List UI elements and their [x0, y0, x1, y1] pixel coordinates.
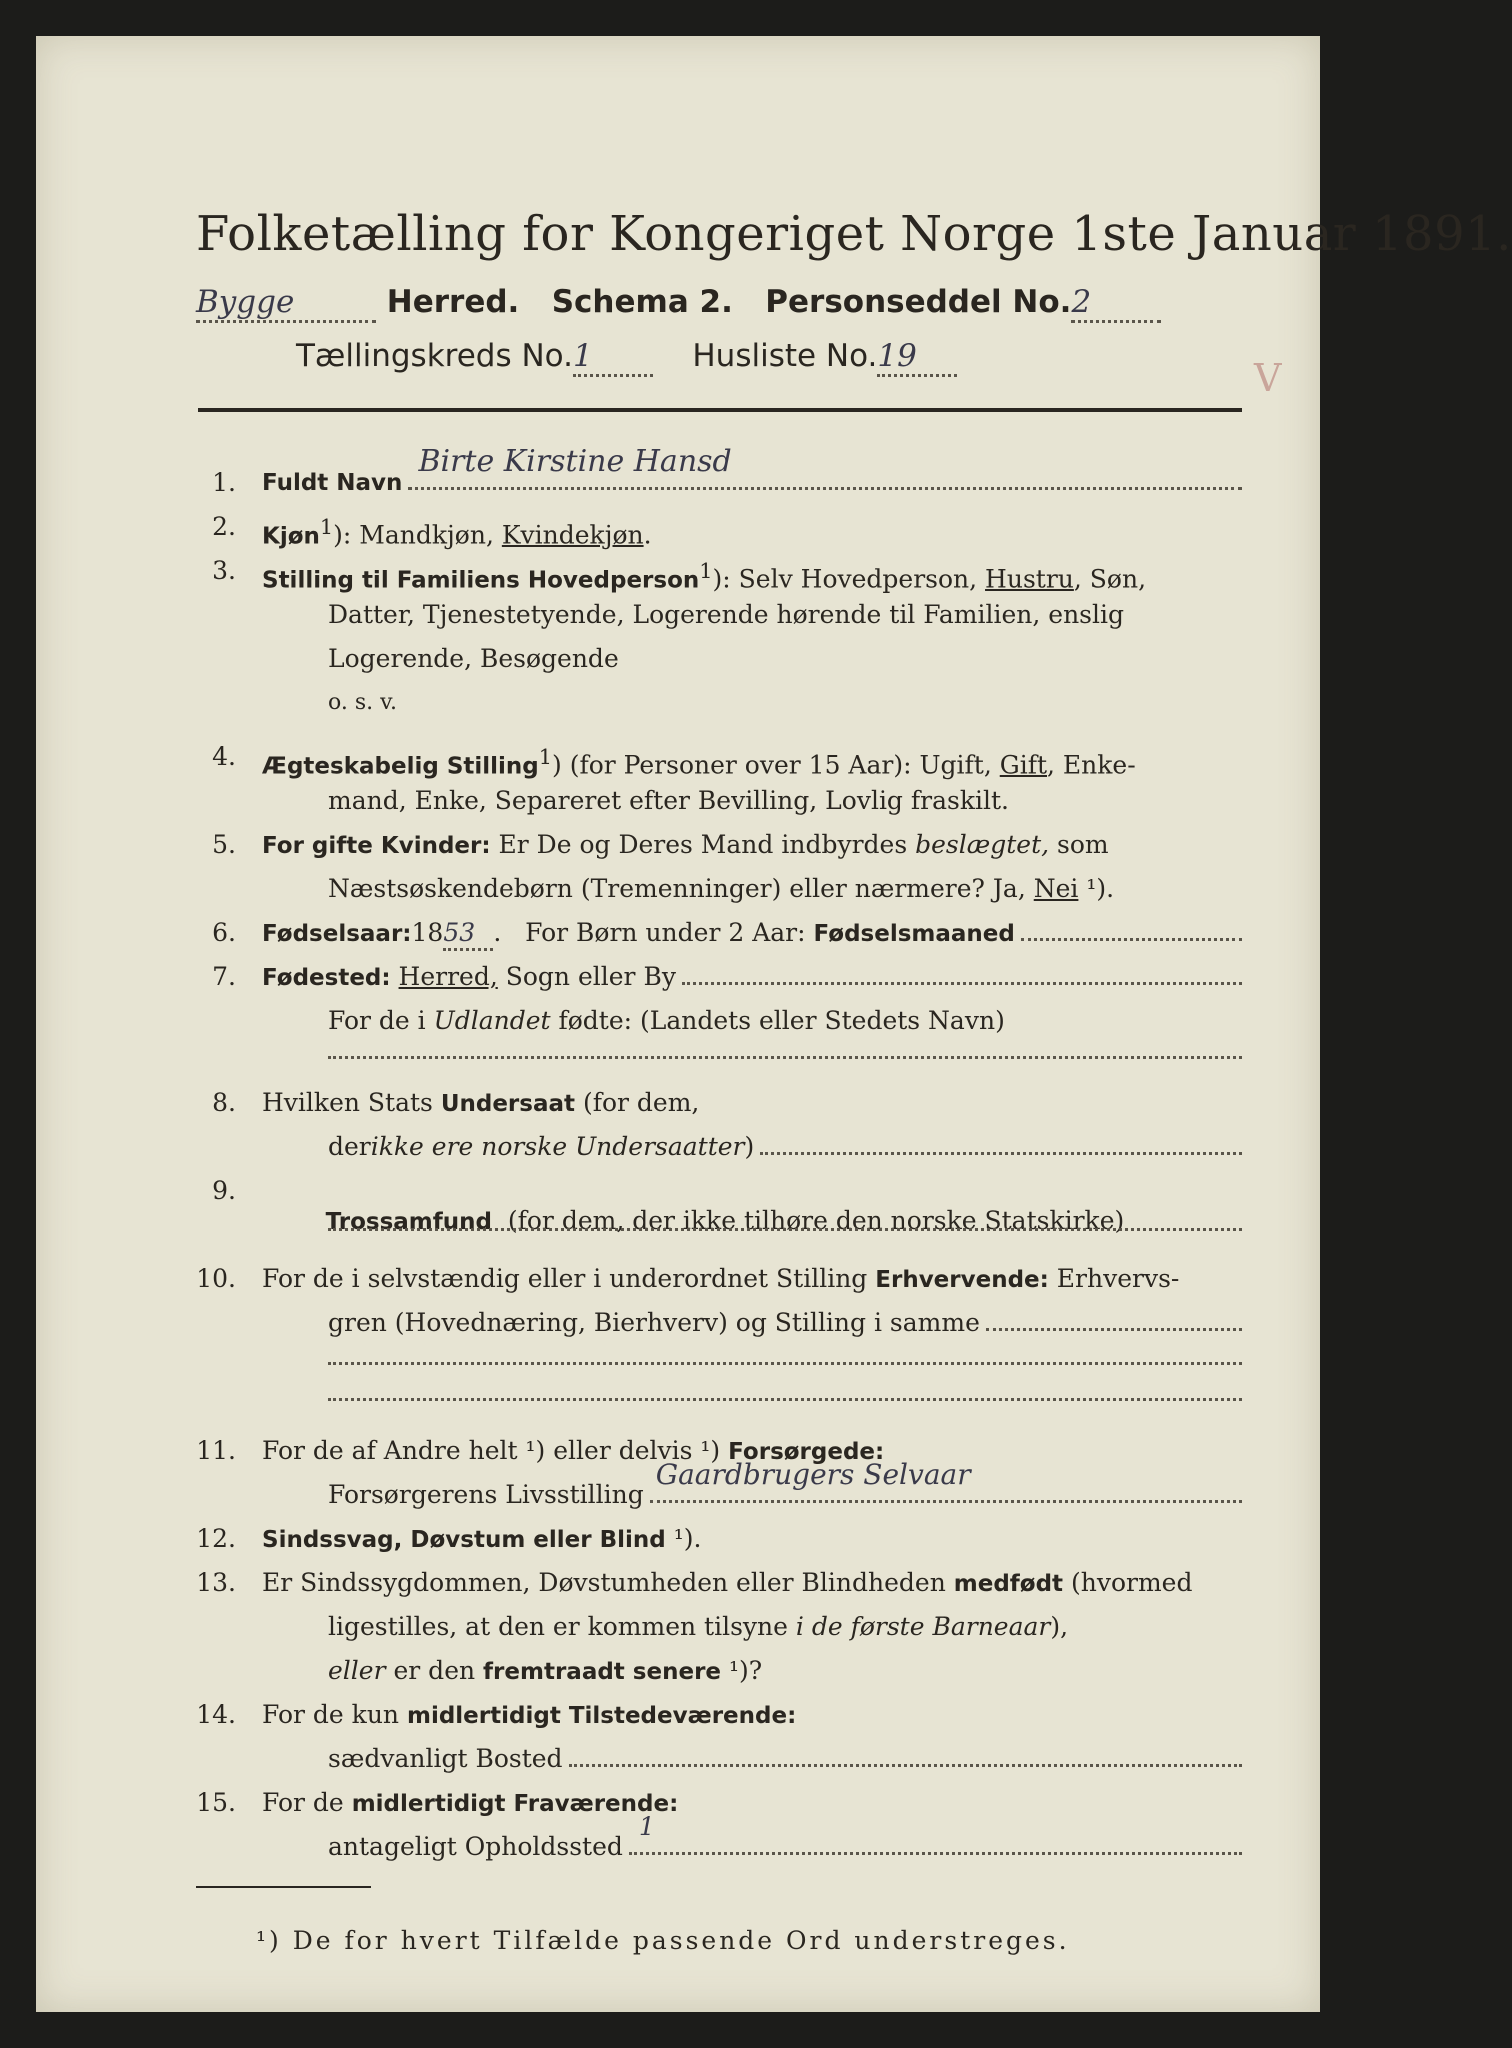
personseddel-label: Personseddel No.: [765, 284, 1072, 320]
header-rule: [198, 408, 1242, 412]
header-line-2: [296, 338, 957, 377]
herred-label: Herred.: [386, 284, 520, 320]
schema-label: Schema 2.: [551, 284, 733, 320]
kreds-field: 1: [573, 338, 653, 377]
check-mark: V: [1254, 356, 1282, 400]
provider-field: Gaardbrugers Selvaar: [650, 1482, 1242, 1503]
husliste-field: 19: [877, 338, 957, 377]
herred-field: Bygge: [196, 284, 376, 323]
footnote-rule: [196, 1886, 371, 1888]
personseddel-field: 2: [1071, 284, 1161, 323]
form-title: Folketælling for Kongeriget Norge 1ste Januar 1891.: [196, 206, 1512, 262]
birth-year-field: 53: [443, 918, 493, 951]
header-line-1: [196, 284, 1161, 323]
footnote: ¹) De for hvert Tilfælde passende Ord understreges.: [256, 1926, 1070, 1955]
husliste-label: Husliste No.: [692, 338, 878, 374]
census-form: Folketælling for Kongeriget Norge 1ste Januar 1891. Bygge Herred. Schema 2. Personseddel No.2 Tællingskreds No.1 Husliste No.19 V 1. Fuldt Navn Birte Kirstine Hansd 2. Kjøn$^1$): Mandkjøn, Kvindekjøn. 3. Stilling til Familiens Hovedperson$^1$): Selv Hovedperson, Hustru, Søn, Datter, Tjenestetyende, Logerende hørende til Familien, enslig Logerende, Besøgende o. s. v. 4. Ægteskabelig Stilling$^1$) (for Personer over 15 Aar): Ugift, Gift, Enke- mand, Enke, Separeret efter Bevilling, Lovlig fraskilt. 5. For gifte Kvinder: Er De og Deres Mand indbyrdes beslægtet, som Næstsøskendebørn (Tremenninger) eller nærmere? Ja, Nei ¹). 6. Fødselsaar: 18 53 . For Børn under 2 Aar: Fødselsmaaned 7. Fødested: Herred, Sogn eller By For de i Udlandet fødte: (Landets eller Stedets Navn) 8. Hvilken Stats Undersaat (for dem, der ikke ere norske Undersaatter ) 9. Trossamfund (for dem, der ikke tilhøre den norske Statskirke) 10. For de i selvstændig eller i underordnet Stilling Erhvervende: Erhvervs- gren (Hovednæring, Bierhverv) og Stilling i samme 11. For de af Andre helt ¹) eller delvis ¹) Forsørgede: Forsørgerens Livsstilling Gaardbrugers Selvaar 12. Sindssvag, Døvstum eller Blind ¹). 13. Er Sindssygdommen, Døvstumheden eller Blindheden medfødt (hvormed ligestilles, at den er kommen tilsyne i de første Barneaar), eller er den fremtraadt senere ¹)? 14. For de kun midlertidigt Tilstedeværende: sædvanligt Bosted 15. For de midlertidigt Fraværende: antageligt Opholdssted 1 ¹) De for hvert Tilfælde passende Ord understreges.: [36, 36, 1320, 2012]
full-name-field: Birte Kirstine Hansd: [408, 469, 1242, 490]
kreds-label: Tællingskreds No.: [296, 338, 573, 374]
